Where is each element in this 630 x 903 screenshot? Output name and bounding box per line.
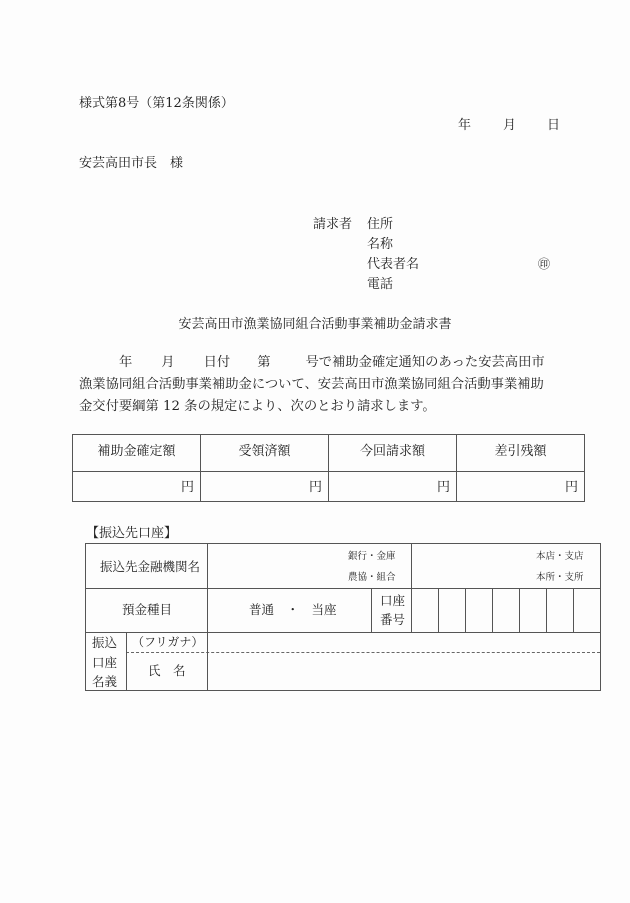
body-line-2: 漁業協同組合活動事業補助金について、安芸高田市漁業協同組合活動事業補助 bbox=[79, 377, 544, 392]
claimant-name-label[interactable]: 名称 bbox=[367, 237, 394, 252]
header-confirmed-amount: 補助金確定額 bbox=[73, 435, 201, 472]
holder-name-label: 氏 名 bbox=[148, 663, 186, 678]
holder-name-input[interactable] bbox=[208, 653, 600, 690]
account-digit-7[interactable] bbox=[574, 589, 600, 632]
account-digit-6[interactable] bbox=[547, 589, 573, 632]
branch-type-office[interactable]: 本所・支所 bbox=[536, 572, 584, 583]
document-title: 安芸高田市漁業協同組合活動事業補助金請求書 bbox=[178, 317, 452, 332]
yen-unit: 円 bbox=[308, 480, 322, 495]
summary-value-row bbox=[73, 472, 585, 502]
received-amount-cell[interactable] bbox=[201, 472, 329, 502]
furigana-input[interactable] bbox=[208, 633, 600, 652]
summary-header-row bbox=[73, 435, 585, 472]
header-requested-amount: 今回請求額 bbox=[329, 435, 457, 472]
yen-unit: 円 bbox=[564, 480, 578, 495]
divider bbox=[126, 632, 127, 690]
bank-account-table bbox=[85, 543, 601, 691]
body-line-1-text: 号で補助金確定通知のあった安芸高田市 bbox=[305, 355, 545, 370]
date-month-field[interactable]: 月 bbox=[503, 118, 517, 133]
account-digit-1[interactable] bbox=[412, 589, 438, 632]
notice-month[interactable]: 月 bbox=[161, 355, 175, 370]
yen-unit: 円 bbox=[436, 480, 450, 495]
notice-day[interactable]: 日付 bbox=[203, 355, 231, 370]
branch-type-store[interactable]: 本店・支店 bbox=[536, 551, 584, 562]
seal-icon: ㊞ bbox=[538, 257, 551, 271]
yen-unit: 円 bbox=[180, 480, 194, 495]
confirmed-amount-cell[interactable] bbox=[73, 472, 201, 502]
account-digit-3[interactable] bbox=[466, 589, 492, 632]
date-line bbox=[458, 119, 560, 132]
date-year-field[interactable]: 年 bbox=[458, 118, 472, 133]
body-line-3: 金交付要綱第 12 条の規定により、次のとおり請求します。 bbox=[79, 399, 436, 414]
holder-label-3: 名義 bbox=[92, 674, 118, 689]
account-number-label-2: 番号 bbox=[380, 612, 406, 627]
claimant-representative-label[interactable]: 代表者名 bbox=[367, 257, 420, 272]
claimant-address-label[interactable]: 住所 bbox=[367, 217, 394, 232]
deposit-type-options[interactable]: 普通 ・ 当座 bbox=[249, 602, 337, 617]
notice-number[interactable]: 第 bbox=[257, 355, 271, 370]
claimant-phone-label[interactable]: 電話 bbox=[367, 277, 394, 292]
divider bbox=[371, 588, 372, 632]
header-remaining-amount: 差引残額 bbox=[457, 435, 585, 472]
account-digit-5[interactable] bbox=[520, 589, 546, 632]
body-line-1 bbox=[79, 352, 559, 374]
account-digit-2[interactable] bbox=[439, 589, 465, 632]
form-number: 様式第8号（第12条関係） bbox=[79, 96, 234, 111]
bank-account-heading: 【振込先口座】 bbox=[86, 526, 178, 541]
institution-type-coop[interactable]: 農協・組合 bbox=[348, 572, 396, 583]
furigana-label: （フリガナ） bbox=[132, 635, 204, 649]
institution-type-bank[interactable]: 銀行・金庫 bbox=[348, 551, 396, 562]
deposit-type-label: 預金種目 bbox=[122, 602, 173, 617]
summary-table bbox=[72, 434, 585, 502]
holder-label-2: 口座 bbox=[92, 655, 118, 670]
date-day-field[interactable]: 日 bbox=[547, 118, 561, 133]
remaining-amount-cell[interactable] bbox=[457, 472, 585, 502]
account-number-label-1: 口座 bbox=[380, 593, 406, 608]
addressee: 安芸高田市長 様 bbox=[79, 156, 184, 171]
claimant-label: 請求者 bbox=[313, 217, 353, 232]
body-paragraph bbox=[79, 352, 559, 418]
account-digit-4[interactable] bbox=[493, 589, 519, 632]
requested-amount-cell[interactable] bbox=[329, 472, 457, 502]
header-received-amount: 受領済額 bbox=[201, 435, 329, 472]
notice-year[interactable]: 年 bbox=[119, 355, 133, 370]
institution-label: 振込先金融機関名 bbox=[100, 559, 201, 574]
holder-label-1: 振込 bbox=[92, 635, 118, 650]
